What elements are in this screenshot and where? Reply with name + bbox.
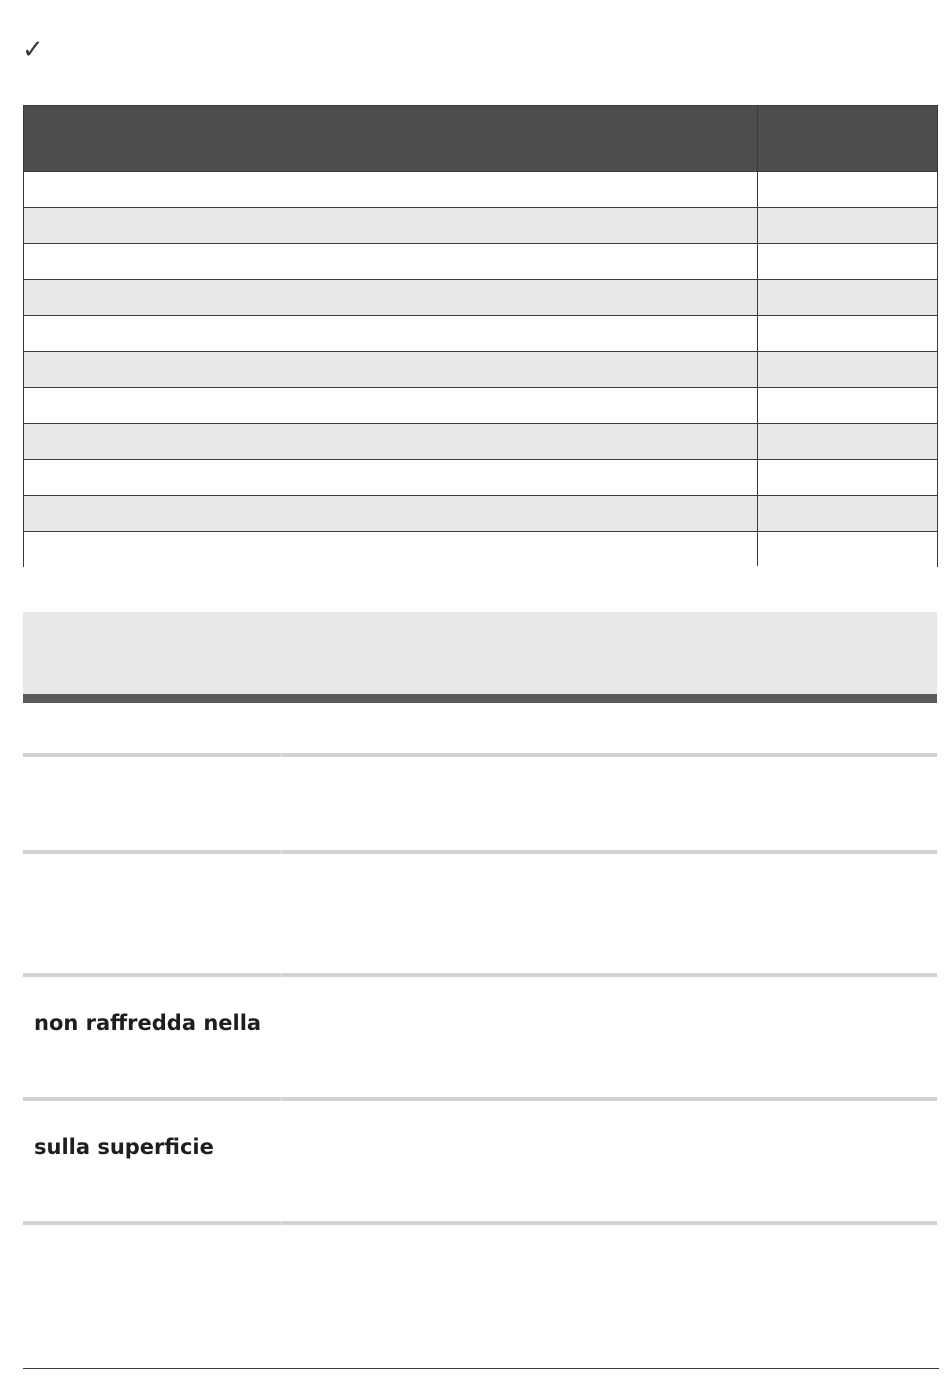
table-row	[24, 387, 937, 423]
table-row	[24, 279, 937, 315]
header-underline	[23, 694, 937, 703]
data-table	[23, 105, 938, 567]
page-footer-rule	[23, 1368, 939, 1369]
check-icon: ✓	[22, 35, 44, 65]
table-row	[24, 531, 937, 567]
row-separator	[23, 1097, 937, 1101]
table-header	[24, 106, 937, 171]
table-row	[24, 315, 937, 351]
table-row	[24, 459, 937, 495]
row-separator	[23, 753, 937, 757]
table-row	[24, 495, 937, 531]
problem-label: sulla superficie	[34, 1135, 214, 1159]
table-row	[24, 171, 937, 207]
table-row	[24, 207, 937, 243]
table-row	[24, 243, 937, 279]
row-separator	[23, 850, 937, 854]
table-row	[24, 423, 937, 459]
problem-label: non raffredda nella	[34, 1011, 262, 1035]
row-separator	[23, 1221, 937, 1225]
column-divider	[757, 106, 758, 566]
troubleshooting-table-header	[23, 612, 937, 694]
table-row	[24, 351, 937, 387]
row-separator	[23, 973, 937, 977]
